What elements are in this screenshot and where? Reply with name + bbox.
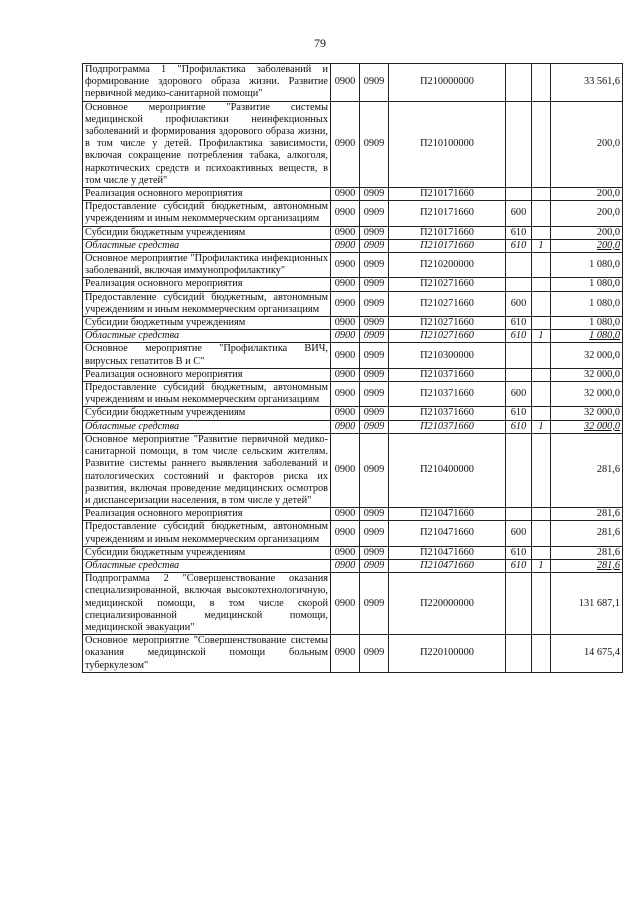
row-name: Основное мероприятие "Профилактика инфекционных заболеваний, включая иммунопрофилактику"	[83, 253, 331, 278]
expense-type-code	[506, 573, 532, 635]
target-article-code: П210200000	[389, 253, 506, 278]
target-article-code: П210371660	[389, 407, 506, 420]
amount: 1 080,0	[551, 330, 623, 343]
row-name: Областные средства	[83, 239, 331, 252]
section-code: 0900	[331, 291, 360, 316]
subsection-code: 0909	[360, 573, 389, 635]
section-code: 0900	[331, 278, 360, 291]
amount: 281,6	[551, 559, 623, 572]
table-row	[83, 573, 623, 635]
section-code: 0900	[331, 343, 360, 368]
section-code: 0900	[331, 433, 360, 507]
funding-source-code	[532, 573, 551, 635]
section-code: 0900	[331, 508, 360, 521]
amount: 281,6	[551, 546, 623, 559]
amount: 33 561,6	[551, 64, 623, 102]
table-row	[83, 64, 623, 102]
expense-type-code: 610	[506, 226, 532, 239]
section-code: 0900	[331, 64, 360, 102]
subsection-code: 0909	[360, 546, 389, 559]
table-row	[83, 433, 623, 507]
subsection-code: 0909	[360, 253, 389, 278]
subsection-code: 0909	[360, 101, 389, 187]
table-row	[83, 226, 623, 239]
target-article-code: П210371660	[389, 382, 506, 407]
subsection-code: 0909	[360, 407, 389, 420]
section-code: 0900	[331, 201, 360, 226]
subsection-code: 0909	[360, 226, 389, 239]
subsection-code: 0909	[360, 368, 389, 381]
amount: 131 687,1	[551, 573, 623, 635]
row-name: Реализация основного мероприятия	[83, 368, 331, 381]
row-name: Реализация основного мероприятия	[83, 278, 331, 291]
funding-source-code	[532, 64, 551, 102]
table-row	[83, 368, 623, 381]
table-row	[83, 253, 623, 278]
table-row	[83, 317, 623, 330]
subsection-code: 0909	[360, 382, 389, 407]
amount: 200,0	[551, 239, 623, 252]
subsection-code: 0909	[360, 433, 389, 507]
amount: 200,0	[551, 101, 623, 187]
row-name: Субсидии бюджетным учреждениям	[83, 317, 331, 330]
target-article-code: П210171660	[389, 239, 506, 252]
target-article-code: П210371660	[389, 368, 506, 381]
table-row	[83, 382, 623, 407]
row-name: Основное мероприятие "Развитие системы медицинской профилактики неинфекционных заболеваний и формирования здорового образа жизни, в том числе у детей. Профилактика зависимости, включая сокращение потребления табака, алкоголя, наркотических средств и психоактивных веществ, в том числе у детей"	[83, 101, 331, 187]
target-article-code: П210271660	[389, 317, 506, 330]
row-name: Подпрограмма 2 "Совершенствование оказания специализированной, включая высокотехнологичную, медицинской помощи, в том числе скорой специализированной медицинской помощи, медицинской эвакуации"	[83, 573, 331, 635]
funding-source-code	[532, 278, 551, 291]
subsection-code: 0909	[360, 278, 389, 291]
table-row	[83, 291, 623, 316]
target-article-code: П210400000	[389, 433, 506, 507]
expense-type-code	[506, 278, 532, 291]
subsection-code: 0909	[360, 559, 389, 572]
section-code: 0900	[331, 559, 360, 572]
target-article-code: П220100000	[389, 635, 506, 673]
funding-source-code: 1	[532, 559, 551, 572]
target-article-code: П210271660	[389, 278, 506, 291]
expense-type-code: 610	[506, 317, 532, 330]
section-code: 0900	[331, 546, 360, 559]
subsection-code: 0909	[360, 343, 389, 368]
row-name: Областные средства	[83, 559, 331, 572]
table-row	[83, 201, 623, 226]
amount: 281,6	[551, 508, 623, 521]
expense-type-code	[506, 253, 532, 278]
expense-type-code	[506, 635, 532, 673]
funding-source-code	[532, 201, 551, 226]
amount: 14 675,4	[551, 635, 623, 673]
funding-source-code	[532, 343, 551, 368]
row-name: Основное мероприятие "Совершенствование системы оказания медицинской помощи больным туберкулезом"	[83, 635, 331, 673]
funding-source-code	[532, 433, 551, 507]
section-code: 0900	[331, 188, 360, 201]
expense-type-code: 610	[506, 559, 532, 572]
amount: 32 000,0	[551, 368, 623, 381]
subsection-code: 0909	[360, 521, 389, 546]
funding-source-code: 1	[532, 420, 551, 433]
section-code: 0900	[331, 330, 360, 343]
funding-source-code	[532, 508, 551, 521]
target-article-code: П210371660	[389, 420, 506, 433]
amount: 281,6	[551, 521, 623, 546]
target-article-code: П210271660	[389, 291, 506, 316]
subsection-code: 0909	[360, 239, 389, 252]
table-row	[83, 239, 623, 252]
target-article-code: П210171660	[389, 226, 506, 239]
table-body	[83, 64, 623, 673]
amount: 32 000,0	[551, 420, 623, 433]
subsection-code: 0909	[360, 508, 389, 521]
page-number: 79	[314, 36, 326, 50]
table-row	[83, 559, 623, 572]
section-code: 0900	[331, 382, 360, 407]
section-code: 0900	[331, 226, 360, 239]
table-row	[83, 521, 623, 546]
expense-type-code	[506, 101, 532, 187]
amount: 200,0	[551, 226, 623, 239]
row-name: Основное мероприятие "Профилактика ВИЧ, вирусных гепатитов В и С"	[83, 343, 331, 368]
table-row	[83, 278, 623, 291]
row-name: Субсидии бюджетным учреждениям	[83, 407, 331, 420]
expense-type-code: 610	[506, 546, 532, 559]
table-row	[83, 635, 623, 673]
table-row	[83, 420, 623, 433]
amount: 1 080,0	[551, 278, 623, 291]
funding-source-code	[532, 635, 551, 673]
expense-type-code	[506, 508, 532, 521]
subsection-code: 0909	[360, 291, 389, 316]
funding-source-code	[532, 253, 551, 278]
funding-source-code	[532, 382, 551, 407]
table-row	[83, 546, 623, 559]
row-name: Субсидии бюджетным учреждениям	[83, 226, 331, 239]
target-article-code: П210471660	[389, 559, 506, 572]
section-code: 0900	[331, 521, 360, 546]
funding-source-code: 1	[532, 239, 551, 252]
target-article-code: П210471660	[389, 521, 506, 546]
amount: 281,6	[551, 433, 623, 507]
expense-type-code: 600	[506, 291, 532, 316]
subsection-code: 0909	[360, 317, 389, 330]
section-code: 0900	[331, 635, 360, 673]
table-row	[83, 330, 623, 343]
row-name: Предоставление субсидий бюджетным, автономным учреждениям и иным некоммерческим организациям	[83, 382, 331, 407]
expense-type-code: 600	[506, 382, 532, 407]
expense-type-code: 610	[506, 330, 532, 343]
row-name: Основное мероприятие "Развитие первичной медико-санитарной помощи, в том числе сельским жителям. Развитие системы раннего выявления заболеваний и патологических состояний и факторов риска их развития, включая проведение медицинских осмотров и диспансеризации населения, в том числе у детей"	[83, 433, 331, 507]
target-article-code: П210000000	[389, 64, 506, 102]
section-code: 0900	[331, 407, 360, 420]
table-row	[83, 407, 623, 420]
funding-source-code	[532, 546, 551, 559]
target-article-code: П210300000	[389, 343, 506, 368]
funding-source-code	[532, 317, 551, 330]
expense-type-code	[506, 188, 532, 201]
row-name: Подпрограмма 1 "Профилактика заболеваний и формирование здорового образа жизни. Развитие первичной медико-санитарной помощи"	[83, 64, 331, 102]
expense-type-code: 610	[506, 239, 532, 252]
row-name: Областные средства	[83, 420, 331, 433]
target-article-code: П210271660	[389, 330, 506, 343]
amount: 1 080,0	[551, 317, 623, 330]
target-article-code: П210171660	[389, 201, 506, 226]
table-row	[83, 101, 623, 187]
amount: 1 080,0	[551, 291, 623, 316]
expense-type-code: 610	[506, 407, 532, 420]
table-row	[83, 343, 623, 368]
target-article-code: П210471660	[389, 508, 506, 521]
funding-source-code	[532, 407, 551, 420]
expense-type-code	[506, 368, 532, 381]
row-name: Реализация основного мероприятия	[83, 188, 331, 201]
amount: 32 000,0	[551, 382, 623, 407]
funding-source-code	[532, 291, 551, 316]
table-row	[83, 508, 623, 521]
funding-source-code: 1	[532, 330, 551, 343]
funding-source-code	[532, 226, 551, 239]
row-name: Предоставление субсидий бюджетным, автономным учреждениям и иным некоммерческим организациям	[83, 521, 331, 546]
section-code: 0900	[331, 420, 360, 433]
row-name: Реализация основного мероприятия	[83, 508, 331, 521]
section-code: 0900	[331, 368, 360, 381]
section-code: 0900	[331, 573, 360, 635]
target-article-code: П220000000	[389, 573, 506, 635]
section-code: 0900	[331, 239, 360, 252]
target-article-code: П210100000	[389, 101, 506, 187]
subsection-code: 0909	[360, 188, 389, 201]
section-code: 0900	[331, 317, 360, 330]
subsection-code: 0909	[360, 635, 389, 673]
expense-type-code	[506, 343, 532, 368]
expense-type-code	[506, 64, 532, 102]
subsection-code: 0909	[360, 420, 389, 433]
row-name: Субсидии бюджетным учреждениям	[83, 546, 331, 559]
funding-source-code	[532, 521, 551, 546]
target-article-code: П210471660	[389, 546, 506, 559]
row-name: Предоставление субсидий бюджетным, автономным учреждениям и иным некоммерческим организациям	[83, 201, 331, 226]
section-code: 0900	[331, 253, 360, 278]
amount: 200,0	[551, 201, 623, 226]
table-row	[83, 188, 623, 201]
subsection-code: 0909	[360, 330, 389, 343]
section-code: 0900	[331, 101, 360, 187]
amount: 1 080,0	[551, 253, 623, 278]
funding-source-code	[532, 368, 551, 381]
expense-type-code	[506, 433, 532, 507]
subsection-code: 0909	[360, 64, 389, 102]
subsection-code: 0909	[360, 201, 389, 226]
row-name: Областные средства	[83, 330, 331, 343]
budget-table	[82, 63, 623, 673]
amount: 32 000,0	[551, 343, 623, 368]
funding-source-code	[532, 101, 551, 187]
amount: 32 000,0	[551, 407, 623, 420]
row-name: Предоставление субсидий бюджетным, автономным учреждениям и иным некоммерческим организациям	[83, 291, 331, 316]
amount: 200,0	[551, 188, 623, 201]
expense-type-code: 610	[506, 420, 532, 433]
expense-type-code: 600	[506, 201, 532, 226]
expense-type-code: 600	[506, 521, 532, 546]
funding-source-code	[532, 188, 551, 201]
target-article-code: П210171660	[389, 188, 506, 201]
